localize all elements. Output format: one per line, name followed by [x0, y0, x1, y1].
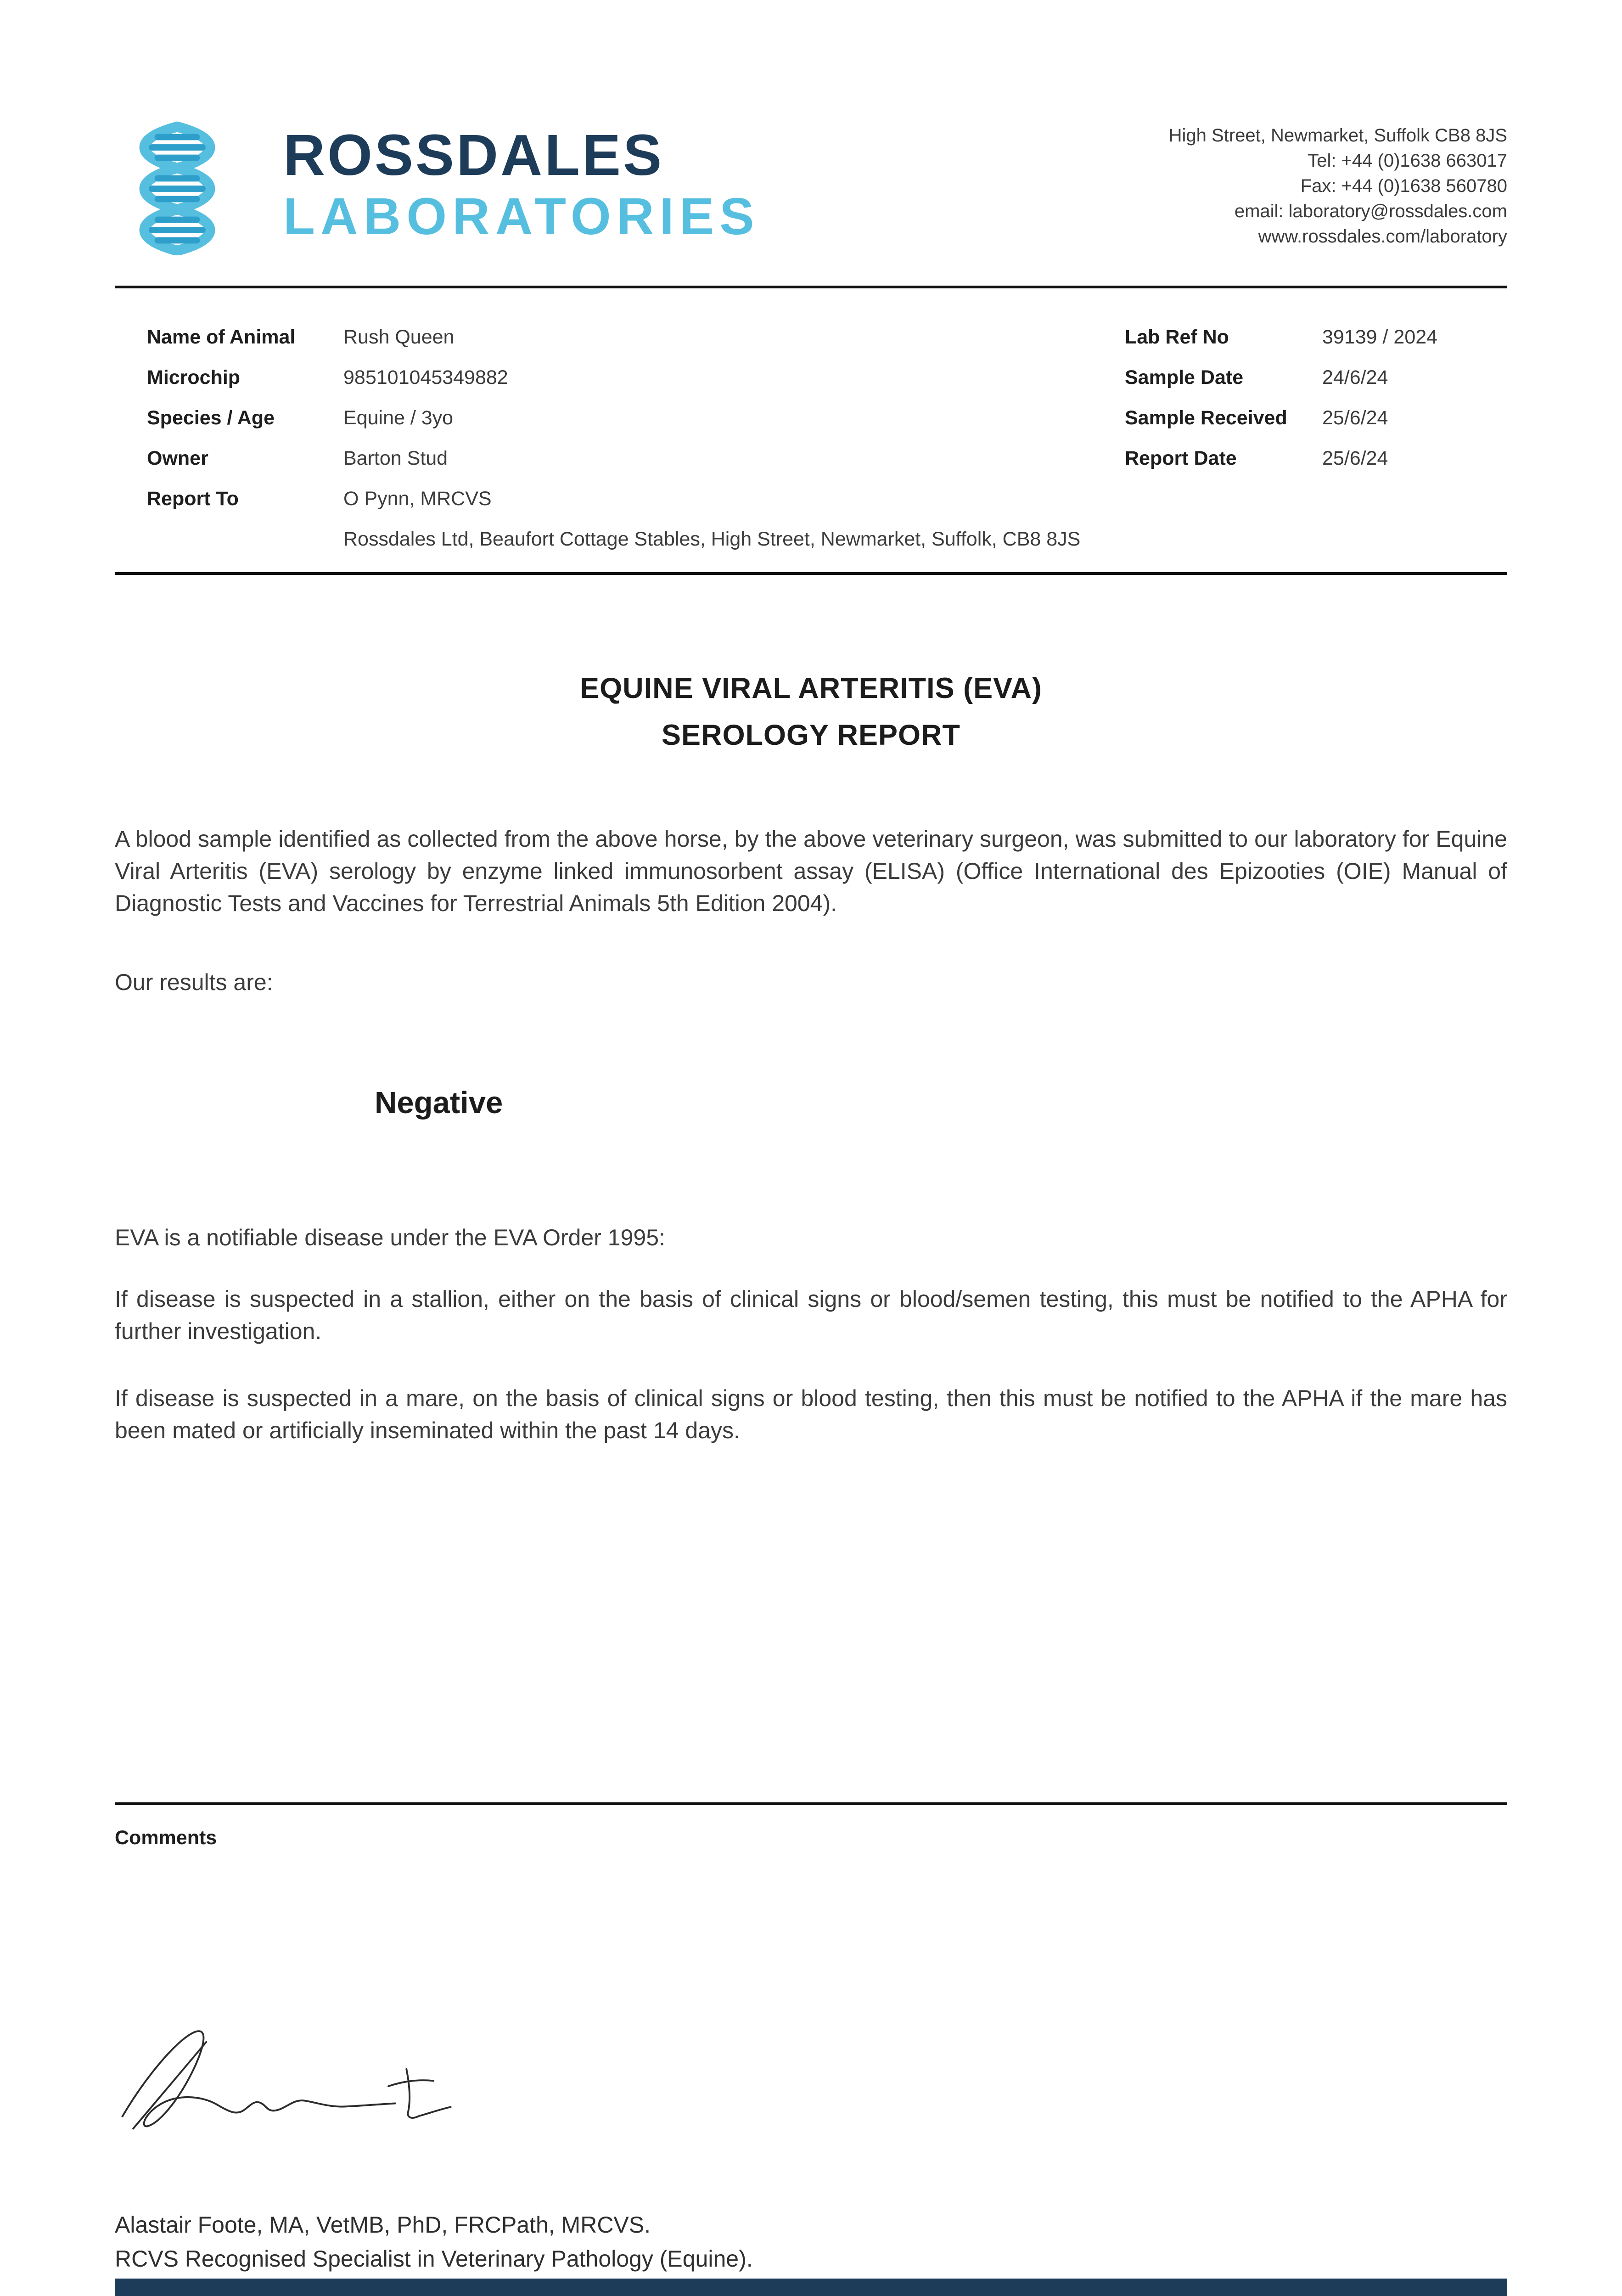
dna-helix-icon: [115, 118, 240, 255]
field-label: Sample Date: [1125, 366, 1244, 388]
field-value: 39139 / 2024: [1322, 326, 1438, 348]
report-title-line2: SEROLOGY REPORT: [662, 719, 960, 751]
field-value: 985101045349882: [343, 366, 508, 388]
divider-details: [115, 572, 1507, 575]
detail-row-report-date: [1125, 447, 1437, 488]
field-label: Report Date: [1125, 447, 1237, 469]
field-label: Lab Ref No: [1125, 326, 1229, 348]
divider-top: [115, 286, 1507, 288]
brand-name: [283, 118, 760, 244]
contact-website: www.rossdales.com/laboratory: [1258, 226, 1507, 247]
field-value: Rush Queen: [343, 326, 455, 348]
result-value: Negative: [375, 1086, 503, 1120]
field-label: Owner: [147, 447, 208, 469]
contact-address: High Street, Newmarket, Suffolk CB8 8JS: [1168, 125, 1507, 146]
field-label: Microchip: [147, 366, 241, 388]
field-value: 25/6/24: [1322, 407, 1388, 429]
signatory-title: RCVS Recognised Specialist in Veterinary Pathology (Equine).: [115, 2246, 753, 2272]
field-label: Report To: [147, 488, 239, 510]
contact-fax: Fax: +44 (0)1638 560780: [1300, 176, 1507, 196]
signoff-block: [115, 2208, 1507, 2276]
footer-bar: [115, 2279, 1507, 2296]
details-right-column: [1125, 326, 1437, 488]
contact-tel: Tel: +44 (0)1638 663017: [1308, 151, 1507, 171]
letterhead: [115, 0, 1507, 286]
results-lead: Our results are:: [115, 969, 273, 995]
detail-row-report-to-address: [147, 528, 1507, 568]
field-label: Species / Age: [147, 407, 275, 429]
contact-email: email: laboratory@rossdales.com: [1234, 201, 1507, 221]
detail-row-sample-received: [1125, 407, 1437, 447]
mare-paragraph: If disease is suspected in a mare, on the basis of clinical signs or blood testing, then this must be notified to the APHA if the mare has been mated or artificially inseminated within the past 14 days.: [115, 1385, 1507, 1443]
field-label: Name of Animal: [147, 326, 296, 348]
field-value: O Pynn, MRCVS: [343, 488, 492, 510]
report-title-line1: EQUINE VIRAL ARTERITIS (EVA): [580, 672, 1042, 704]
field-value: Barton Stud: [343, 447, 448, 469]
divider-comments: [115, 1802, 1507, 1805]
field-value: 25/6/24: [1322, 447, 1388, 469]
report-to-address: Rossdales Ltd, Beaufort Cottage Stables, High Street, Newmarket, Suffolk, CB8 8JS: [343, 528, 1081, 550]
brand-rossdales: ROSSDALES: [283, 123, 664, 187]
sample-details: [147, 326, 1507, 568]
handwritten-signature: [115, 2015, 459, 2141]
stallion-paragraph: If disease is suspected in a stallion, either on the basis of clinical signs or blood/semen testing, this must be notified to the APHA for further investigation.: [115, 1286, 1507, 1344]
signatory-name: Alastair Foote, MA, VetMB, PhD, FRCPath, MRCVS.: [115, 2212, 651, 2238]
comments-label: Comments: [115, 1827, 217, 1849]
contact-block: [1169, 118, 1507, 249]
brand-laboratories: LABORATORIES: [283, 187, 760, 246]
field-value: Equine / 3yo: [343, 407, 454, 429]
intro-paragraph: A blood sample identified as collected from the above horse, by the above veterinary surgeon, was submitted to our laboratory for Equine Viral Arteritis (EVA) serology by enzyme linked immunosorbent assay (ELISA) (Office International des Epizooties (OIE) Manual of Diagnostic Tests and Vaccines for Terrestrial Animals 5th Edition 2004).: [115, 826, 1507, 916]
field-label: Sample Received: [1125, 407, 1287, 429]
notifiable-line: EVA is a notifiable disease under the EVA Order 1995:: [115, 1225, 665, 1250]
detail-row-report-to: [147, 488, 1507, 528]
detail-row-sample-date: [1125, 366, 1437, 407]
detail-row-lab-ref: [1125, 326, 1437, 366]
report-title: [115, 665, 1507, 759]
field-value: 24/6/24: [1322, 366, 1388, 388]
